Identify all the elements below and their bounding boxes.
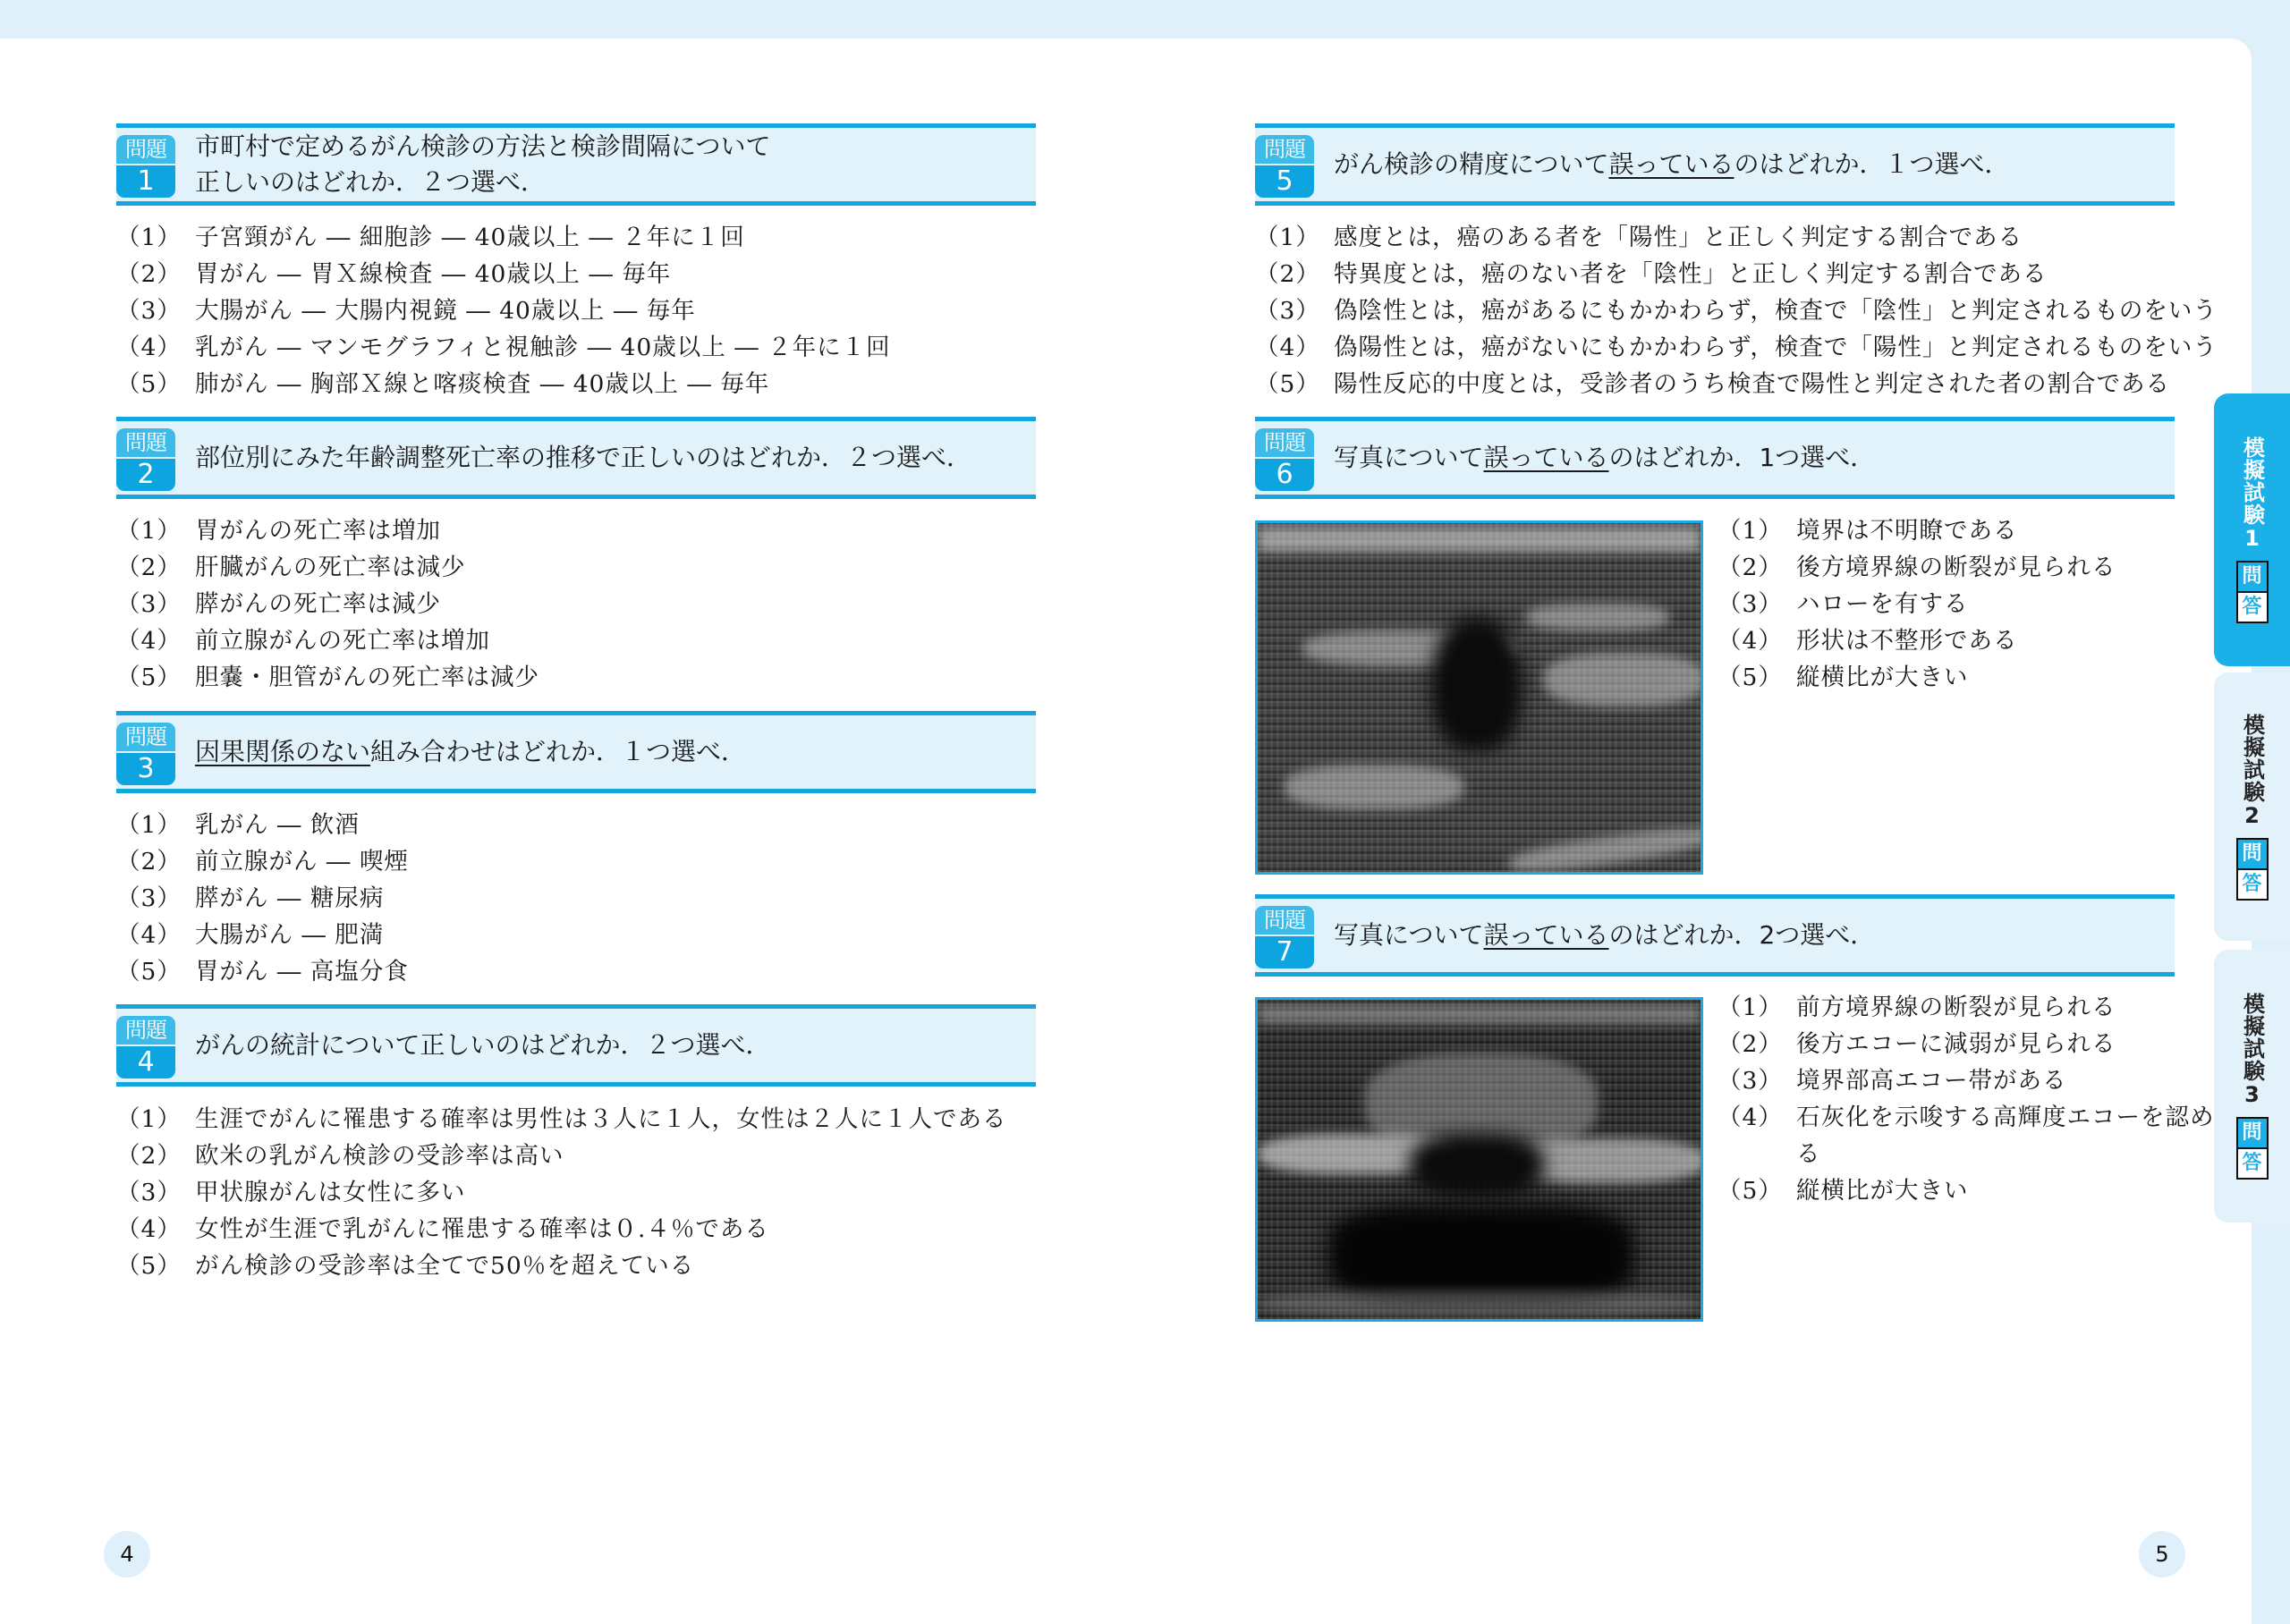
option[interactable]: （1） 胃がんの死亡率は増加 xyxy=(116,517,441,545)
ultrasound-image-q7 xyxy=(1255,997,1703,1322)
emphasis-underline: 誤っている xyxy=(1483,443,1609,472)
tab-label: 模擬試験3 xyxy=(2239,993,2265,1108)
answer-link[interactable]: 答 xyxy=(2238,870,2267,899)
emphasis-underline: 因果関係のない xyxy=(195,737,371,766)
question-1-options xyxy=(116,219,891,402)
emphasis-underline: 誤っている xyxy=(1483,920,1609,950)
option[interactable]: （1） 前方境界線の断裂が見られる xyxy=(1718,994,2116,1021)
page-number-right: 5 xyxy=(2139,1531,2185,1577)
question-4-header xyxy=(116,1004,1036,1087)
badge-label: 問題 xyxy=(1255,428,1314,459)
question-6-title: 写真について誤っているのはどれか．1つ選べ． xyxy=(1334,443,1876,472)
badge-number: 4 xyxy=(116,1046,175,1078)
badge-label: 問題 xyxy=(116,723,175,753)
option[interactable]: （1） 感度とは，癌のある者を「陽性」と正しく判定する割合である xyxy=(1255,224,2023,251)
ultrasound-image-q6 xyxy=(1255,520,1703,875)
option[interactable]: （2） 特異度とは，癌のない者を「陰性」と正しく判定する割合である xyxy=(1255,260,2048,288)
question-2-options xyxy=(116,512,539,696)
answer-link[interactable]: 答 xyxy=(2238,1149,2267,1178)
option[interactable]: （4） 偽陽性とは，癌がないにもかかわらず，検査で「陽性」と判定されるものをいう xyxy=(1255,334,2218,361)
question-badge xyxy=(1255,135,1314,198)
answer-link[interactable]: 答 xyxy=(2238,593,2267,622)
qa-toggle xyxy=(2236,1117,2269,1180)
option[interactable]: （5） 陽性反応的中度とは，受診者のうち検査で陽性と判定された者の割合である xyxy=(1255,370,2170,398)
badge-label: 問題 xyxy=(1255,906,1314,936)
tab-label: 模擬試験1 xyxy=(2239,436,2265,552)
question-1-header xyxy=(116,123,1036,206)
emphasis-underline: 誤っている xyxy=(1608,149,1734,179)
badge-number: 1 xyxy=(116,165,175,198)
page-number-left: 4 xyxy=(104,1531,150,1577)
badge-number: 7 xyxy=(1255,936,1314,968)
badge-number: 6 xyxy=(1255,459,1314,491)
question-6-options xyxy=(1718,512,2116,696)
option[interactable]: （3） 境界部高エコー帯がある xyxy=(1718,1067,2067,1095)
option[interactable]: （3） ハローを有する xyxy=(1718,590,1969,618)
question-badge xyxy=(116,723,175,785)
option[interactable]: （2） 胃がん ― 胃Ｘ線検査 ― 40歳以上 ― 毎年 xyxy=(116,260,672,288)
option[interactable]: （1） 乳がん ― 飲酒 xyxy=(116,811,360,839)
question-3-header xyxy=(116,711,1036,793)
question-2-header xyxy=(116,417,1036,499)
badge-number: 5 xyxy=(1255,165,1314,198)
option[interactable]: （4） 前立腺がんの死亡率は増加 xyxy=(116,627,490,655)
question-link[interactable]: 問 xyxy=(2238,562,2267,593)
option[interactable]: （3） 膵がんの死亡率は減少 xyxy=(116,590,441,618)
question-link[interactable]: 問 xyxy=(2238,840,2267,870)
option[interactable]: （4） 形状は不整形である xyxy=(1718,627,2018,655)
badge-label: 問題 xyxy=(116,428,175,459)
badge-label: 問題 xyxy=(1255,135,1314,165)
badge-number: 3 xyxy=(116,753,175,785)
question-3-title: 因果関係のない組み合わせはどれか．１つ選べ． xyxy=(195,737,747,766)
qa-toggle xyxy=(2236,561,2269,623)
question-link[interactable]: 問 xyxy=(2238,1119,2267,1149)
option[interactable]: （4） 大腸がん ― 肥満 xyxy=(116,921,385,949)
option[interactable]: （4） 石灰化を示唆する高輝度エコーを認め xyxy=(1718,1104,2215,1131)
question-badge xyxy=(116,428,175,491)
option[interactable]: （5） 肺がん ― 胸部Ｘ線と喀痰検査 ― 40歳以上 ― 毎年 xyxy=(116,370,770,398)
badge-number: 2 xyxy=(116,459,175,491)
option[interactable]: （5） がん検診の受診率は全てで50％を超えている xyxy=(116,1252,695,1280)
tab-label: 模擬試験2 xyxy=(2239,713,2265,829)
option[interactable]: （2） 後方境界線の断裂が見られる xyxy=(1718,554,2116,581)
option-continuation: る xyxy=(1796,1140,1821,1168)
option[interactable]: （2） 肝臓がんの死亡率は減少 xyxy=(116,554,466,581)
badge-label: 問題 xyxy=(116,1016,175,1046)
option[interactable]: （4） 乳がん ― マンモグラフィと視触診 ― 40歳以上 ― ２年に１回 xyxy=(116,334,891,361)
question-badge xyxy=(1255,428,1314,491)
question-badge xyxy=(116,1016,175,1078)
option[interactable]: （3） 膵がん ― 糖尿病 xyxy=(116,884,385,912)
badge-label: 問題 xyxy=(116,135,175,165)
question-7-header xyxy=(1255,894,2175,977)
option[interactable]: （3） 偽陰性とは，癌があるにもかかわらず，検査で「陰性」と判定されるものをいう xyxy=(1255,297,2218,325)
question-6-header xyxy=(1255,417,2175,499)
option[interactable]: （5） 胃がん ― 高塩分食 xyxy=(116,958,409,985)
side-tab-mock-exam-1[interactable] xyxy=(2214,393,2290,666)
option[interactable]: （2） 後方エコーに減弱が見られる xyxy=(1718,1030,2116,1058)
option[interactable]: （1） 境界は不明瞭である xyxy=(1718,517,2018,545)
question-3-options xyxy=(116,807,409,990)
question-badge xyxy=(116,135,175,198)
option[interactable]: （1） 子宮頸がん ― 細胞診 ― 40歳以上 ― ２年に１回 xyxy=(116,224,745,251)
question-5-header xyxy=(1255,123,2175,206)
question-7-title: 写真について誤っているのはどれか．2つ選べ． xyxy=(1334,920,1876,950)
option[interactable]: （2） 欧米の乳がん検診の受診率は高い xyxy=(116,1142,564,1170)
option[interactable]: （1） 生涯でがんに罹患する確率は男性は３人に１人，女性は２人に１人である xyxy=(116,1105,1007,1133)
option[interactable]: （4） 女性が生涯で乳がんに罹患する確率は０.４％である xyxy=(116,1215,769,1243)
question-7-options xyxy=(1718,989,2215,1209)
question-5-title: がん検診の精度について誤っているのはどれか．１つ選べ． xyxy=(1334,149,2010,179)
question-2-title: 部位別にみた年齢調整死亡率の推移で正しいのはどれか．２つ選べ． xyxy=(195,443,972,472)
option[interactable]: （2） 前立腺がん ― 喫煙 xyxy=(116,848,409,875)
option[interactable]: （5） 縦横比が大きい xyxy=(1718,664,1969,691)
question-4-title: がんの統計について正しいのはどれか．２つ選べ． xyxy=(195,1030,771,1060)
side-tab-mock-exam-2[interactable] xyxy=(2214,672,2290,941)
question-badge xyxy=(1255,906,1314,968)
question-5-options xyxy=(1255,219,2218,402)
question-1-title-line1: 市町村で定めるがん検診の方法と検診間隔について xyxy=(195,131,771,161)
question-4-options xyxy=(116,1101,1007,1284)
question-1-title-line2: 正しいのはどれか．２つ選べ． xyxy=(195,167,547,197)
option[interactable]: （5） 縦横比が大きい xyxy=(1718,1177,1969,1205)
option[interactable]: （3） 大腸がん ― 大腸内視鏡 ― 40歳以上 ― 毎年 xyxy=(116,297,696,325)
side-tab-mock-exam-3[interactable] xyxy=(2214,950,2290,1222)
option[interactable]: （5） 胆嚢・胆管がんの死亡率は減少 xyxy=(116,664,539,691)
qa-toggle xyxy=(2236,838,2269,901)
option[interactable]: （3） 甲状腺がんは女性に多い xyxy=(116,1179,466,1206)
